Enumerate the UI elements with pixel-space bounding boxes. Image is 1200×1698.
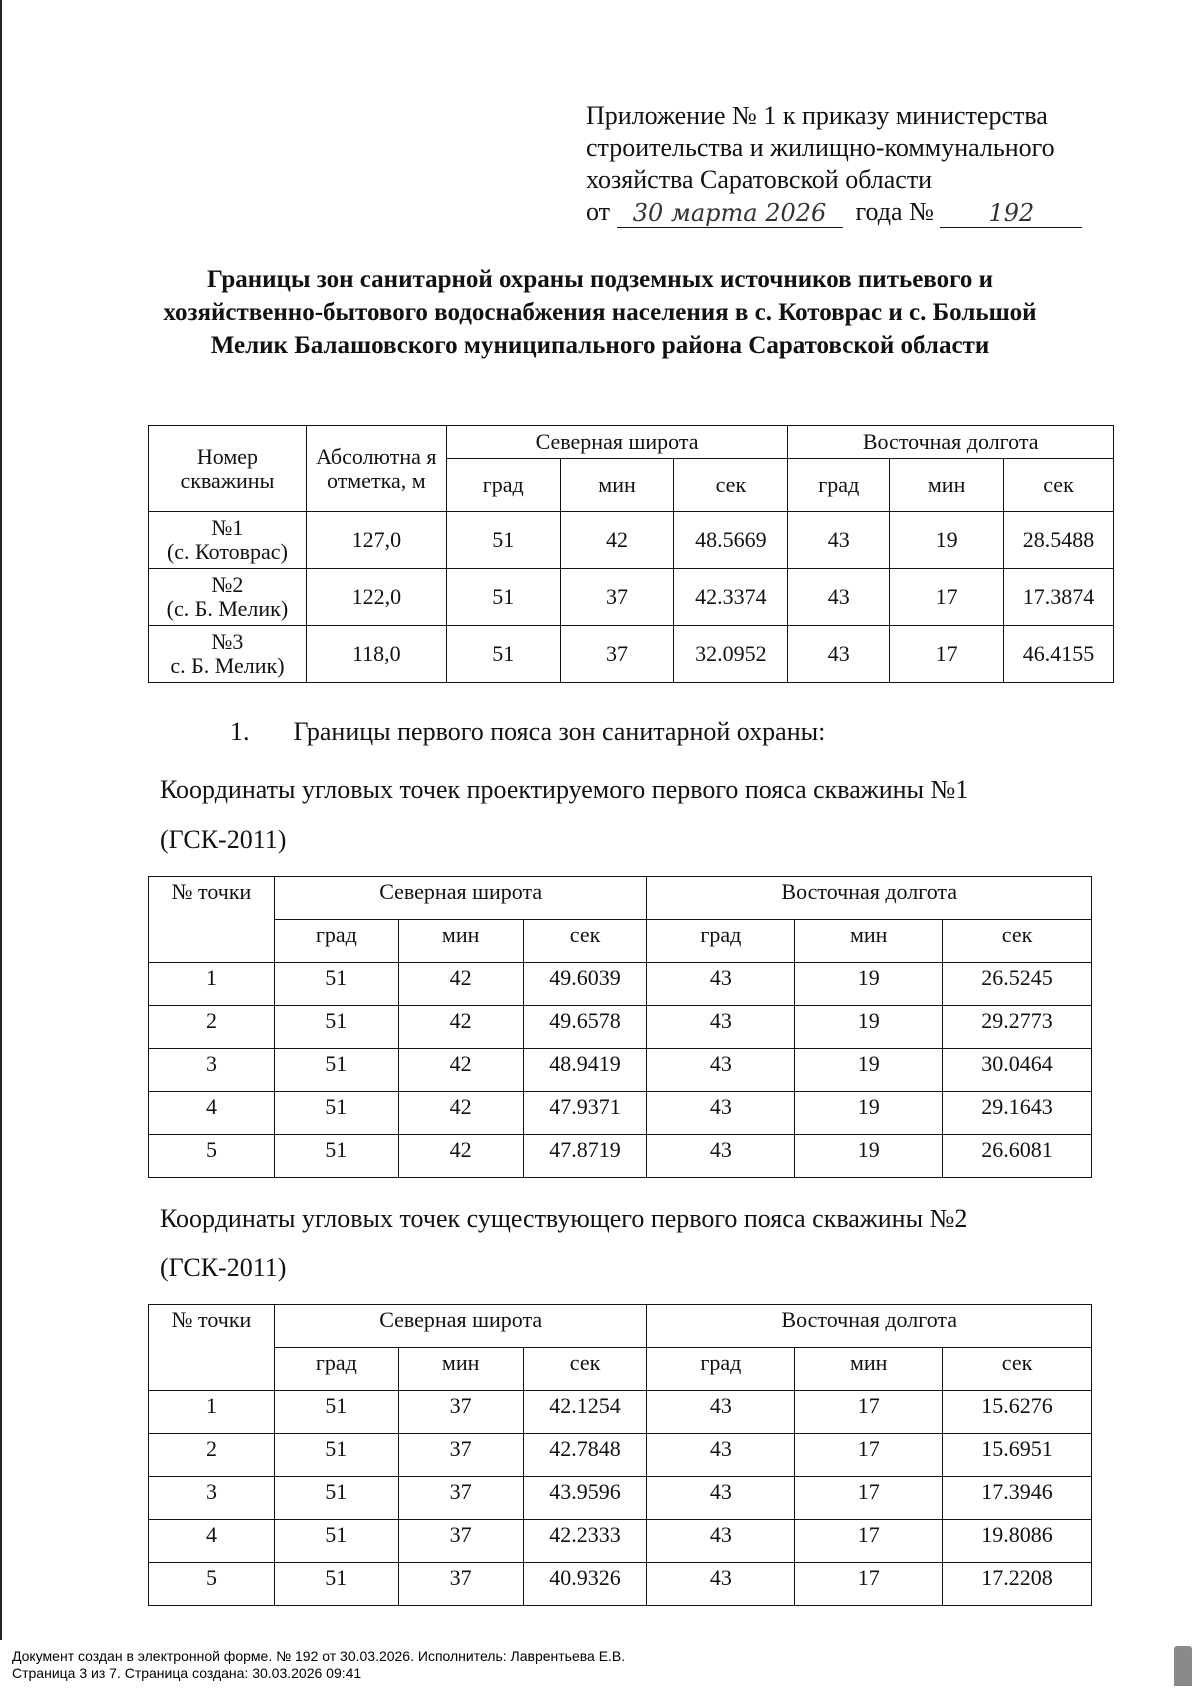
point-cell: 1 [149,1391,275,1434]
table-row [149,1006,1092,1049]
header-min: мин [398,1348,523,1391]
document-seal-icon [1174,1646,1192,1686]
n-deg-cell: 51 [274,1049,398,1092]
n-deg-cell: 51 [274,963,398,1006]
table-row [149,1391,1092,1434]
header-well-number: Номер скважины [149,426,307,512]
header-deg: град [788,459,890,512]
n-sec-cell: 42.2333 [523,1520,647,1563]
header-sec: сек [943,1348,1092,1391]
caption-2-line-2: (ГСК-2011) [160,1253,287,1282]
e-min-cell: 17 [795,1477,943,1520]
table-row [149,1434,1092,1477]
footer-line-2: Страница 3 из 7. Страница создана: 30.03.2026 09:41 [12,1665,362,1681]
n-min-cell: 37 [398,1477,523,1520]
handwritten-date: 30 марта 2026 [617,199,843,228]
section-number: 1. [230,717,250,746]
point-cell: 5 [149,1135,275,1178]
header-min: мин [795,920,943,963]
header-north-latitude: Северная широта [274,1305,647,1348]
header-sec: сек [943,920,1092,963]
e-min-cell: 19 [795,1135,943,1178]
e-sec-cell: 26.5245 [943,963,1092,1006]
header-min: мин [890,459,1004,512]
document-footer [12,1648,625,1682]
point-cell: 4 [149,1520,275,1563]
e-min-cell: 19 [795,963,943,1006]
header-point: № точки [149,877,275,963]
abs-cell: 122,0 [306,569,446,626]
point-cell: 2 [149,1434,275,1477]
n-deg-cell: 51 [274,1434,398,1477]
e-deg-cell: 43 [647,1391,795,1434]
well-number: №2 [211,572,244,597]
n-sec-cell: 47.9371 [523,1092,647,1135]
point-cell: 5 [149,1563,275,1606]
e-min-cell: 19 [795,1006,943,1049]
header-north-latitude: Северная широта [446,426,788,459]
n-deg-cell: 51 [274,1135,398,1178]
table-row [149,1477,1092,1520]
header-east-longitude: Восточная долгота [647,1305,1092,1348]
caption-1-line-2: (ГСК-2011) [160,825,287,854]
e-min-cell: 17 [795,1434,943,1477]
n-min-cell: 42 [398,1049,523,1092]
annex-line-3: хозяйства Саратовской области [586,165,933,194]
n-min-cell: 37 [398,1391,523,1434]
e-min-cell: 19 [795,1092,943,1135]
e-deg-cell: 43 [647,1092,795,1135]
e-deg-cell: 43 [788,626,890,683]
n-deg-cell: 51 [446,626,560,683]
e-deg-cell: 43 [788,569,890,626]
n-sec-cell: 43.9596 [523,1477,647,1520]
point-cell: 1 [149,963,275,1006]
e-sec-cell: 15.6951 [943,1434,1092,1477]
header-deg: град [647,920,795,963]
annex-date-row [586,196,1146,228]
n-min-cell: 37 [398,1520,523,1563]
section-text: Границы первого пояса зон санитарной охраны: [293,717,826,746]
n-min-cell: 37 [398,1434,523,1477]
n-deg-cell: 51 [274,1006,398,1049]
point-cell: 4 [149,1092,275,1135]
e-min-cell: 19 [795,1049,943,1092]
table-row [149,1520,1092,1563]
well-place: (с. Б. Мелик) [166,596,289,621]
e-sec-cell: 30.0464 [943,1049,1092,1092]
header-east-longitude: Восточная долгота [788,426,1114,459]
annex-line-1: Приложение № 1 к приказу министерства [586,101,1048,130]
header-deg: град [274,920,398,963]
n-min-cell: 37 [560,569,674,626]
header-min: мин [795,1348,943,1391]
n-min-cell: 42 [560,512,674,569]
e-deg-cell: 43 [647,1434,795,1477]
header-north-latitude: Северная широта [274,877,647,920]
table-row [149,626,1114,683]
e-min-cell: 17 [795,1391,943,1434]
points-table-well-2 [148,1304,1092,1606]
n-sec-cell: 49.6578 [523,1006,647,1049]
table-row [149,1563,1092,1606]
well-number: №1 [211,515,244,540]
handwritten-order-number: 192 [940,199,1082,228]
document-title: Границы зон санитарной охраны подземных источников питьевого и хозяйственно-бытового водоснабжения населения в с. Котоврас и с. Большой Мелик Балашовского муниципального района Саратовской области [163,266,1037,359]
e-deg-cell: 43 [647,1563,795,1606]
e-sec-cell: 15.6276 [943,1391,1092,1434]
n-deg-cell: 51 [274,1092,398,1135]
annex-line-2: строительства и жилищно-коммунального [586,133,1055,162]
n-sec-cell: 42.7848 [523,1434,647,1477]
n-sec-cell: 42.3374 [674,569,788,626]
abs-cell: 118,0 [306,626,446,683]
header-point: № точки [149,1305,275,1391]
e-deg-cell: 43 [647,1520,795,1563]
e-deg-cell: 43 [647,1477,795,1520]
wells-table [148,425,1114,683]
e-sec-cell: 17.3946 [943,1477,1092,1520]
header-min: мин [398,920,523,963]
e-sec-cell: 29.2773 [943,1006,1092,1049]
e-sec-cell: 19.8086 [943,1520,1092,1563]
header-deg: град [274,1348,398,1391]
n-min-cell: 42 [398,1006,523,1049]
caption-2-line-1: Координаты угловых точек существующего первого пояса скважины №2 [160,1204,968,1233]
well-cell [149,626,307,683]
year-number-label: года № [855,197,934,226]
table-row [149,1049,1092,1092]
section-1-heading [230,716,825,748]
abs-cell: 127,0 [306,512,446,569]
n-deg-cell: 51 [274,1563,398,1606]
annex-block [586,100,1146,228]
header-east-longitude: Восточная долгота [647,877,1092,920]
e-min-cell: 17 [890,626,1004,683]
e-sec-cell: 46.4155 [1004,626,1114,683]
well-cell [149,512,307,569]
e-sec-cell: 28.5488 [1004,512,1114,569]
table-row [149,963,1092,1006]
n-deg-cell: 51 [446,569,560,626]
well-cell [149,569,307,626]
n-min-cell: 42 [398,1135,523,1178]
point-cell: 2 [149,1006,275,1049]
footer-line-1: Документ создан в электронной форме. № 192 от 30.03.2026. Исполнитель: Лаврентьева Е.В. [12,1648,626,1664]
e-min-cell: 19 [890,512,1004,569]
header-sec: сек [674,459,788,512]
table-row [149,569,1114,626]
e-min-cell: 17 [795,1520,943,1563]
e-sec-cell: 17.3874 [1004,569,1114,626]
e-deg-cell: 43 [647,1049,795,1092]
n-sec-cell: 40.9326 [523,1563,647,1606]
header-min: мин [560,459,674,512]
e-sec-cell: 26.6081 [943,1135,1092,1178]
header-deg: град [647,1348,795,1391]
n-sec-cell: 42.1254 [523,1391,647,1434]
table-row [149,1135,1092,1178]
point-cell: 3 [149,1049,275,1092]
n-min-cell: 37 [560,626,674,683]
e-deg-cell: 43 [788,512,890,569]
n-min-cell: 37 [398,1563,523,1606]
n-sec-cell: 32.0952 [674,626,788,683]
e-deg-cell: 43 [647,963,795,1006]
e-sec-cell: 17.2208 [943,1563,1092,1606]
n-min-cell: 42 [398,1092,523,1135]
well-number: №3 [211,629,244,654]
well-place: (с. Котоврас) [166,539,288,564]
header-abs-mark: Абсолютна я отметка, м [306,426,446,512]
e-min-cell: 17 [795,1563,943,1606]
e-deg-cell: 43 [647,1006,795,1049]
caption-1-line-1: Координаты угловых точек проектируемого первого пояса скважины №1 [160,775,969,804]
page-border [0,0,2,1640]
e-min-cell: 17 [890,569,1004,626]
n-deg-cell: 51 [274,1477,398,1520]
n-min-cell: 42 [398,963,523,1006]
header-sec: сек [523,1348,647,1391]
header-sec: сек [523,920,647,963]
n-sec-cell: 49.6039 [523,963,647,1006]
point-cell: 3 [149,1477,275,1520]
n-sec-cell: 47.8719 [523,1135,647,1178]
n-sec-cell: 48.5669 [674,512,788,569]
n-sec-cell: 48.9419 [523,1049,647,1092]
from-label: от [586,197,611,226]
e-sec-cell: 29.1643 [943,1092,1092,1135]
n-deg-cell: 51 [274,1520,398,1563]
header-deg: град [446,459,560,512]
n-deg-cell: 51 [446,512,560,569]
e-deg-cell: 43 [647,1135,795,1178]
table-row [149,512,1114,569]
well-place: с. Б. Мелик) [170,653,285,678]
points-table-well-1 [148,876,1092,1178]
header-sec: сек [1004,459,1114,512]
table-row [149,1092,1092,1135]
n-deg-cell: 51 [274,1391,398,1434]
